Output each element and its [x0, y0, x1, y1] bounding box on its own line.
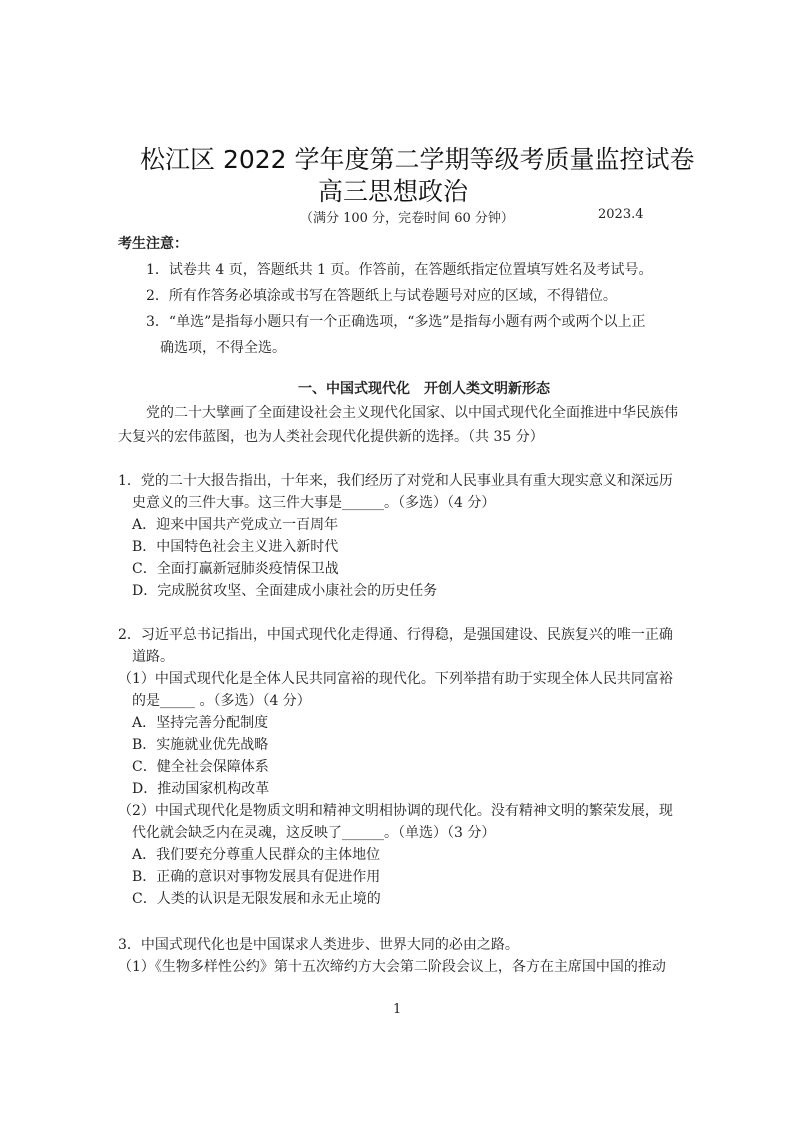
- notice-item: 2．所有作答务必填涂或书写在答题纸上与试卷题号对应的区域，不得错位。: [146, 288, 617, 304]
- section-heading: 一、中国式现代化 开创人类文明新形态: [298, 381, 550, 397]
- q2-sub2-option-c: C．人类的认识是无限发展和永无止境的: [132, 891, 381, 907]
- q2-sub1-option-b: B．实施就业优先战略: [132, 737, 269, 753]
- q2-sub2-option-a: A．我们要充分尊重人民群众的主体地位: [132, 847, 381, 863]
- q2-sub1-option-c: C．健全社会保障体系: [132, 759, 269, 775]
- subject-title: 高三思想政治: [318, 177, 469, 206]
- notice-heading: 考生注意：: [118, 236, 188, 252]
- q2-stem: 道路。: [132, 649, 174, 665]
- exam-date: 2023.4: [598, 207, 644, 222]
- q2-sub1-stem: 的是_____ 。（多选）（4 分）: [132, 693, 311, 709]
- q3-stem: 3．中国式现代化也是中国谋求人类进步、世界大同的必由之路。: [118, 937, 519, 953]
- page-number: 1: [393, 1002, 402, 1017]
- q1-option-c: C．全面打赢新冠肺炎疫情保卫战: [132, 561, 339, 577]
- q1-stem: 1．党的二十大报告指出，十年来，我们经历了对党和人民事业具有重大现实意义和深远历: [118, 473, 673, 489]
- section-intro: 党的二十大擘画了全面建设社会主义现代化国家、以中国式现代化全面推进中华民族伟: [146, 405, 678, 421]
- q1-option-b: B．中国特色社会主义进入新时代: [132, 539, 339, 555]
- notice-item: 3．“单选”是指每小题只有一个正确选项，“多选”是指每小题有两个或两个以上正: [146, 314, 646, 330]
- q1-stem: 史意义的三件大事。这三件大事是______。（多选）（4 分）: [132, 495, 496, 511]
- q2-sub2-option-b: B．正确的意识对事物发展具有促进作用: [132, 869, 381, 885]
- q2-sub2-stem: （2）中国式现代化是物质文明和精神文明相协调的现代化。没有精神文明的繁荣发展，现: [118, 803, 673, 819]
- q1-option-d: D．完成脱贫攻坚、全面建成小康社会的历史任务: [132, 583, 438, 599]
- q1-option-a: A．迎来中国共产党成立一百周年: [132, 517, 339, 533]
- q2-stem: 2．习近平总书记指出，中国式现代化走得通、行得稳，是强国建设、民族复兴的唯一正确: [118, 627, 673, 643]
- section-intro: 大复兴的宏伟蓝图，也为人类社会现代化提供新的选择。（共 35 分）: [118, 429, 544, 445]
- q2-sub1-stem: （1）中国式现代化是全体人民共同富裕的现代化。下列举措有助于实现全体人民共同富裕: [118, 671, 673, 687]
- q2-sub1-option-a: A．坚持完善分配制度: [132, 715, 269, 731]
- notice-item-continued: 确选项，不得全选。: [160, 340, 286, 356]
- exam-title: 松江区 2022 学年度第二学期等级考质量监控试卷: [140, 145, 695, 174]
- exam-info: （满分 100 分，完卷时间 60 分钟）: [300, 211, 514, 226]
- q3-sub1-stem: （1）《生物多样性公约》第十五次缔约方大会第二阶段会议上，各方在主席国中国的推动: [118, 959, 666, 975]
- q2-sub1-option-d: D．推动国家机构改革: [132, 781, 270, 797]
- q2-sub2-stem: 代化就会缺乏内在灵魂，这反映了______。（单选）（3 分）: [132, 825, 496, 841]
- notice-item: 1．试卷共 4 页，答题纸共 1 页。作答前，在答题纸指定位置填写姓名及考试号。: [146, 262, 653, 278]
